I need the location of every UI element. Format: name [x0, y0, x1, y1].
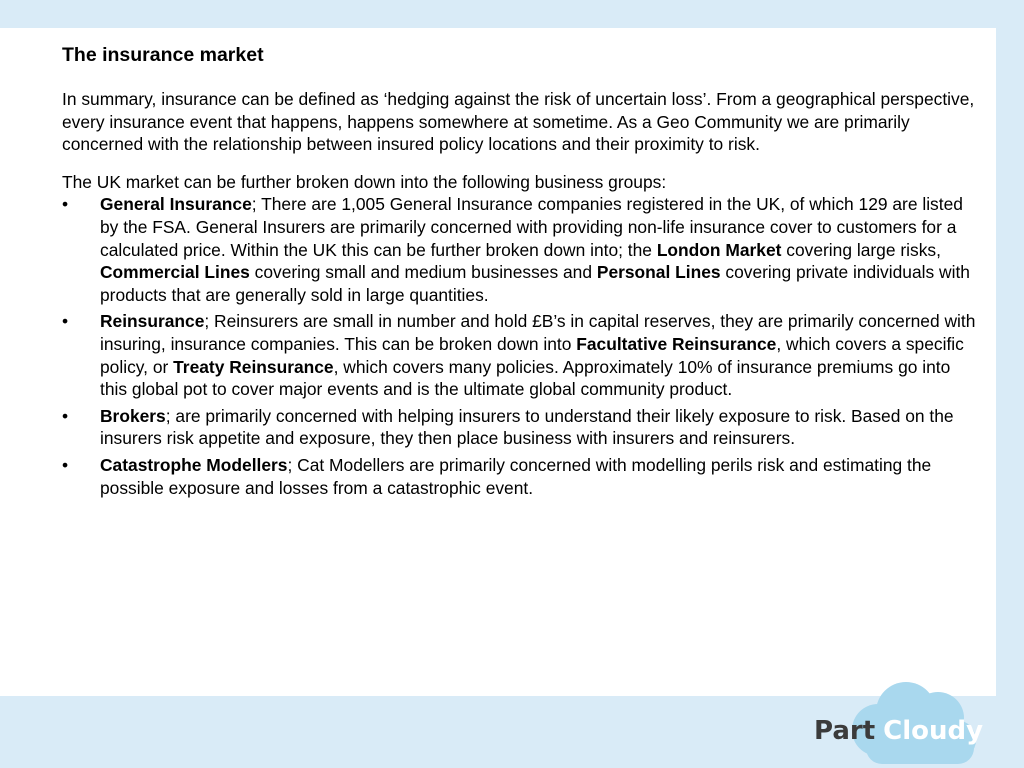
- bullet-text: ; Reinsurers are small in number and hold £B’s in capital reserves, they are primarily concerned with insuring, insurance companies. This can be broken down into: [100, 311, 976, 354]
- bullet-term: Treaty Reinsurance: [173, 356, 334, 377]
- bullet-dot: •: [62, 405, 69, 426]
- bullet-dot: •: [62, 311, 69, 332]
- slide-title: The insurance market: [62, 44, 264, 66]
- bullet-dot: •: [62, 454, 69, 475]
- business-groups-list: [62, 193, 982, 499]
- bullet-item: [62, 454, 982, 499]
- bullet-term: Reinsurance: [100, 311, 205, 332]
- bullet-term: General Insurance: [100, 194, 252, 215]
- bullet-item: [62, 310, 982, 400]
- bullet-term: London Market: [656, 239, 782, 260]
- intro-line: The UK market can be further broken down into the following business groups:: [62, 171, 667, 192]
- bullet-text: covering large risks,: [781, 239, 941, 260]
- bullet-dot: •: [62, 194, 69, 215]
- bullet-text: covering private individuals with products that are generally sold in large quantities.: [100, 262, 970, 305]
- slide-content: [62, 42, 982, 503]
- bullet-term: Commercial Lines: [100, 262, 250, 283]
- bullet-text: ; are primarily concerned with helping insurers to understand their likely exposure to risk. Based on the insurers risk appetite and exposure, they then place business with insurers and reinsurers.: [100, 405, 954, 449]
- logo-wordmark: [814, 716, 983, 746]
- bullet-text: ; There are 1,005 General Insurance companies registered in the UK, of which 129 are listed by the FSA. General Insurers are primarily concerned with providing non-life insurance cover to customers for a calculated price. Within the UK this can be further broken down into; the: [100, 194, 963, 260]
- logo-word-part: Part: [814, 716, 876, 746]
- bullet-term: Brokers: [100, 405, 166, 426]
- summary-paragraph: In summary, insurance can be defined as ‘hedging against the risk of uncertain loss’. From a geographical perspective, every insurance event that happens, happens somewhere at sometime. As a Geo Community we are primarily concerned with the relationship between insured policy locations and their proximity to risk.: [62, 89, 975, 155]
- right-band: [996, 0, 1024, 768]
- bullet-item: [62, 405, 982, 450]
- bullet-text: ; Cat Modellers are primarily concerned with modelling perils risk and estimating the possible exposure and losses from a catastrophic event.: [100, 454, 932, 498]
- bullet-term: Personal Lines: [596, 262, 721, 283]
- bullet-term: Facultative Reinsurance: [576, 333, 777, 354]
- bullet-term: Catastrophe Modellers: [100, 454, 288, 475]
- bullet-text: covering small and medium businesses and: [249, 262, 597, 283]
- bullet-text: , which covers many policies. Approximately 10% of insurance premiums go into this global pot to cover major events and is the ultimate global community product.: [100, 356, 951, 400]
- bullet-text: , which covers a specific policy, or: [100, 333, 964, 377]
- top-band: [0, 0, 1024, 28]
- logo-word-cloudy: Cloudy: [883, 716, 984, 746]
- bullet-item: [62, 193, 982, 306]
